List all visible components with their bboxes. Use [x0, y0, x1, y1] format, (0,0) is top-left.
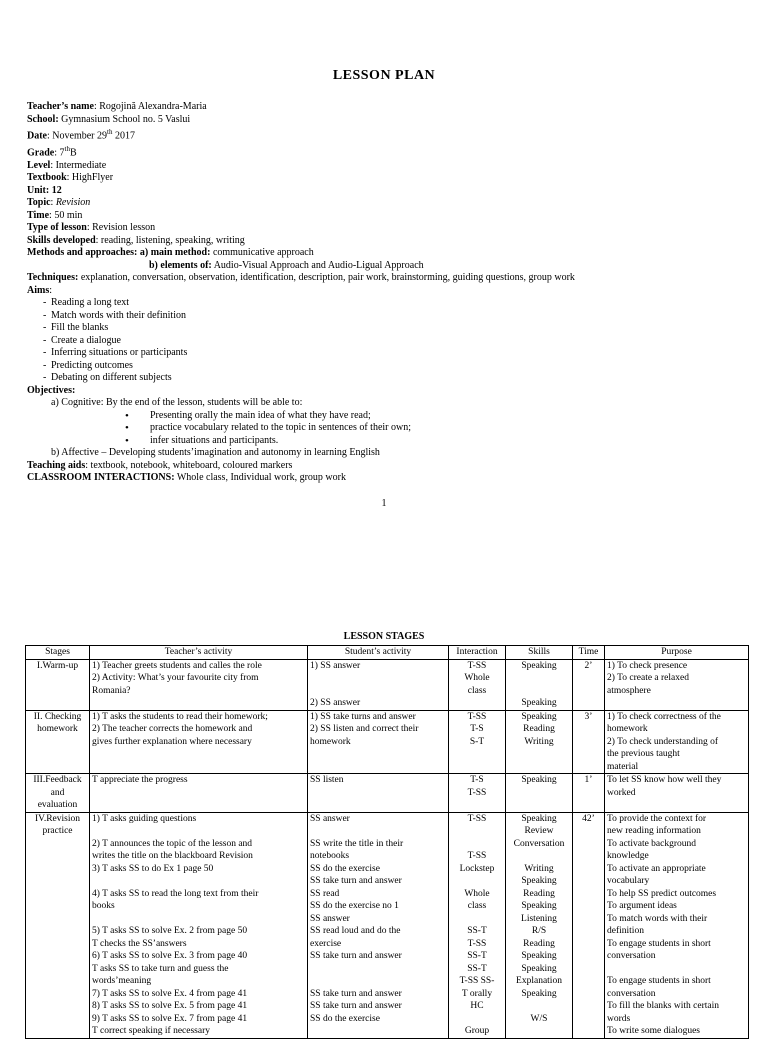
list-item: - Predicting outcomes	[27, 360, 747, 373]
header-student: Student’s activity	[308, 646, 449, 660]
cell-line: Speaking	[521, 988, 557, 999]
cell-line: III.Feedback	[33, 775, 82, 785]
purpose-cell	[605, 659, 749, 710]
cell-line: To engage students in short	[607, 938, 711, 949]
cell-line: vocabulary	[607, 876, 650, 886]
header-stages: Stages	[26, 646, 90, 660]
cell-line: 5) T asks SS to solve Ex. 2 from page 50	[92, 926, 248, 936]
cell-line: worked	[607, 787, 636, 798]
textbook-row: Textbook: HighFlyer	[27, 172, 114, 184]
cell-line: R/S	[531, 926, 547, 936]
cell-line: practice	[42, 826, 73, 836]
cell-line: conversation	[607, 951, 656, 961]
cell-line: To let SS know how well they	[607, 775, 722, 785]
cell-line: I.Warm-up	[36, 660, 79, 671]
cell-line: gives further explanation where necessary	[92, 736, 252, 747]
cell-line: 1) SS take turns and answer	[310, 711, 416, 722]
stage-cell	[26, 659, 90, 710]
cell-line	[451, 875, 503, 888]
header-skills: Skills	[506, 646, 573, 660]
affective-objective: b) Affective – Developing students’imagination and autonomy in learning English	[51, 447, 380, 459]
cell-line	[310, 672, 446, 685]
list-item: • Presenting orally the main idea of what they have read;	[27, 410, 747, 423]
student-activity-cell	[308, 659, 449, 710]
cell-line: T-S	[470, 724, 484, 734]
cell-line: and	[50, 787, 65, 798]
cell-line: new reading information	[607, 826, 701, 836]
header-time: Time	[573, 646, 605, 660]
cell-line: Conversation	[513, 838, 565, 849]
time-cell	[573, 812, 605, 1038]
cell-line: 1) SS answer	[310, 660, 361, 671]
cell-line: Lockstep	[459, 863, 495, 874]
table-row	[26, 812, 749, 1038]
lesson-stages-table	[25, 645, 749, 1039]
cell-line: Whole	[464, 888, 490, 899]
cell-line: words’meaning	[92, 976, 152, 986]
cell-line: To engage students in short	[607, 976, 711, 986]
cell-line: T-S	[470, 775, 484, 785]
cell-line: 9) T asks SS to solve Ex. 7 from page 41	[92, 1013, 248, 1024]
cell-line: T-SS SS-	[459, 976, 495, 986]
cell-line: T asks SS to take turn and guess the	[92, 963, 229, 974]
interaction-cell	[449, 710, 506, 774]
cognitive-bullets	[27, 410, 747, 448]
cell-line: 4) T asks SS to read the long text from their	[92, 888, 259, 899]
purpose-cell	[605, 710, 749, 774]
cell-line: SS listen	[310, 775, 344, 785]
list-item: • practice vocabulary related to the topic in sentences of their own;	[27, 422, 747, 435]
methods-row: Methods and approaches: a) main method: communicative approach	[27, 247, 314, 259]
stage-cell	[26, 710, 90, 774]
purpose-cell	[605, 774, 749, 813]
cell-line: SS answer	[310, 913, 350, 924]
list-item: • infer situations and participants.	[27, 435, 747, 448]
aids-row: Teaching aids: textbook, notebook, whiteboard, coloured markers	[27, 459, 293, 471]
cell-line: Speaking	[521, 876, 557, 886]
cognitive-objective: a) Cognitive: By the end of the lesson, students will be able to:	[51, 397, 303, 409]
table-row	[26, 659, 749, 710]
cell-line: exercise	[310, 938, 342, 949]
cell-line	[508, 850, 570, 863]
cell-line: conversation	[607, 988, 656, 999]
cell-line: W/S	[530, 1013, 548, 1024]
type-row: Type of lesson: Revision lesson	[27, 222, 156, 234]
time-cell	[573, 774, 605, 813]
teacher-activity-cell	[90, 774, 308, 813]
aims-list	[27, 297, 747, 385]
cell-line: 1) T asks guiding questions	[92, 813, 197, 824]
level-row: Level: Intermediate	[27, 159, 107, 171]
cell-line: 1) To check correctness of the	[607, 711, 721, 722]
cell-line: To match words with their	[607, 913, 708, 924]
cell-line: class	[467, 901, 487, 911]
objectives-row: Objectives:	[27, 384, 76, 396]
purpose-cell	[605, 812, 749, 1038]
cell-line: 3’	[584, 711, 593, 722]
student-activity-cell	[308, 710, 449, 774]
cell-line: words	[607, 1013, 631, 1024]
time-row: Time: 50 min	[27, 209, 83, 221]
teacher-activity-cell	[90, 710, 308, 774]
cell-line: To provide the context for	[607, 813, 707, 824]
cell-line	[451, 913, 503, 926]
time-cell	[573, 710, 605, 774]
cell-line: Listening	[521, 913, 557, 924]
cell-line: homework	[607, 724, 648, 734]
cell-line: SS take turn and answer	[310, 1001, 402, 1011]
cell-line: SS do the exercise	[310, 863, 380, 874]
cell-line: SS take turn and answer	[310, 951, 402, 961]
interaction-cell	[449, 774, 506, 813]
interaction-cell	[449, 659, 506, 710]
cell-line: T orally	[461, 988, 493, 999]
cell-line: Whole	[464, 673, 490, 683]
list-item: - Inferring situations or participants	[27, 347, 747, 360]
cell-line	[310, 825, 446, 838]
cell-line: 1’	[584, 775, 593, 785]
student-activity-cell	[308, 774, 449, 813]
list-item: - Match words with their definition	[27, 310, 747, 323]
page-number: 1	[381, 498, 387, 509]
cell-line	[508, 672, 570, 685]
cell-line: Speaking	[521, 963, 557, 974]
cell-line	[451, 838, 503, 851]
cell-line: SS do the exercise no 1	[310, 901, 399, 911]
unit-row: Unit: 12	[27, 184, 62, 196]
cell-line: Writing	[524, 736, 554, 747]
cell-line: 2) SS listen and correct their	[310, 724, 419, 734]
interaction-cell	[449, 812, 506, 1038]
cell-line: 2) To check understanding of	[607, 736, 719, 747]
cell-line: material	[607, 761, 639, 772]
cell-line: SS-T	[467, 951, 487, 961]
cell-line	[310, 963, 446, 976]
cell-line: T checks the SS’answers	[92, 938, 187, 949]
grade-row: Grade: 7thB	[27, 144, 77, 159]
cell-line	[451, 825, 503, 838]
cell-line: IV.Revision	[35, 813, 80, 824]
cell-line: To argument ideas	[607, 901, 677, 911]
cell-line: 1) To check presence	[607, 660, 688, 671]
list-item: - Reading a long text	[27, 297, 747, 310]
cell-line: SS take turn and answer	[310, 988, 402, 999]
cell-line: evaluation	[37, 800, 78, 810]
cell-line: T-SS	[467, 851, 487, 861]
cell-line: Explanation	[516, 976, 562, 986]
header-purpose: Purpose	[605, 646, 749, 660]
cell-line: 2) The teacher corrects the homework and	[92, 724, 253, 734]
cell-line: books	[92, 901, 115, 911]
cell-line: II. Checking	[33, 711, 82, 722]
cell-line: 1) T asks the students to read their homework;	[92, 711, 268, 722]
cell-line: Speaking	[521, 711, 557, 722]
table-header-row	[26, 646, 749, 660]
date-row: Date: November 29th 2017	[27, 128, 135, 142]
cell-line	[310, 975, 446, 988]
techniques-row: Techniques: explanation, conversation, observation, identification, description, pair work, brainstorming, guiding questions, group work	[27, 272, 575, 284]
cell-line: SS-T	[467, 926, 487, 936]
cell-line: 1) Teacher greets students and calles the role	[92, 660, 262, 671]
cell-line: To activate an appropriate	[607, 863, 706, 874]
teacher-row: Teacher’s name: Rogojină Alexandra-Maria	[27, 101, 207, 112]
cell-line: SS take turn and answer	[310, 876, 402, 886]
cell-line: 2’	[584, 660, 593, 671]
table-row	[26, 774, 749, 813]
cell-line: Group	[464, 1026, 490, 1036]
table-row	[26, 710, 749, 774]
cell-line: SS do the exercise	[310, 1013, 380, 1024]
teacher-activity-cell	[90, 812, 308, 1038]
cell-line: 42’	[582, 813, 595, 824]
cell-line: Reading	[523, 724, 555, 734]
cell-line: 3) T asks SS to do Ex 1 page 50	[92, 863, 214, 874]
cell-line	[508, 1000, 570, 1013]
cell-line: the previous taught	[607, 749, 680, 759]
page-title: LESSON PLAN	[332, 68, 436, 83]
cell-line: Writing	[524, 863, 554, 874]
cell-line: To activate background	[607, 838, 697, 849]
header-interaction: Interaction	[449, 646, 506, 660]
cell-line: Speaking	[521, 813, 557, 824]
cell-line: HC	[470, 1001, 484, 1011]
cell-line	[92, 913, 305, 926]
time-cell	[573, 659, 605, 710]
cell-line: SS read	[310, 888, 340, 899]
cell-line: SS read loud and do the	[310, 926, 401, 936]
cell-line: To fill the blanks with certain	[607, 1001, 719, 1011]
skills-cell	[506, 774, 573, 813]
cell-line: atmosphere	[607, 685, 651, 696]
topic-row: Topic: Revision	[27, 197, 91, 209]
cell-line: T-SS	[467, 660, 487, 671]
skills-cell	[506, 812, 573, 1038]
cell-line	[310, 685, 446, 698]
cell-line: S-T	[469, 736, 485, 747]
cell-line: SS write the title in their	[310, 838, 404, 849]
aims-row: Aims:	[27, 284, 53, 296]
cell-line: Speaking	[521, 698, 557, 708]
skills-cell	[506, 659, 573, 710]
cell-line: 2) To create a relaxed	[607, 673, 689, 683]
cell-line: T-SS	[467, 787, 487, 798]
cell-line: Reading	[523, 938, 555, 949]
stage-cell	[26, 812, 90, 1038]
cell-line: 6) T asks SS to solve Ex. 3 from page 40	[92, 951, 248, 961]
student-activity-cell	[308, 812, 449, 1038]
cell-line: knowledge	[607, 851, 649, 861]
cell-line: To write some dialogues	[607, 1026, 700, 1036]
cell-line: T correct speaking if necessary	[92, 1026, 210, 1036]
header-teacher: Teacher’s activity	[90, 646, 308, 660]
elements-row: b) elements of: Audio-Visual Approach and Audio-Ligual Approach	[149, 259, 424, 271]
cell-line: 2) Activity: What’s your favourite city from	[92, 673, 259, 683]
cell-line: 7) T asks SS to solve Ex. 4 from page 41	[92, 988, 248, 999]
cell-line	[607, 963, 746, 976]
cell-line: writes the title on the blackboard Revision	[92, 851, 253, 861]
cell-line: Reading	[523, 888, 555, 899]
cell-line: class	[467, 685, 487, 696]
stage-cell	[26, 774, 90, 813]
cell-line: definition	[607, 926, 644, 936]
cell-line: SS-T	[467, 963, 487, 974]
skills-cell	[506, 710, 573, 774]
cell-line: Romania?	[92, 685, 131, 696]
stages-title: LESSON STAGES	[343, 631, 425, 642]
cell-line: T-SS	[467, 711, 487, 722]
skills-row: Skills developed: reading, listening, speaking, writing	[27, 234, 245, 246]
cell-line	[451, 1013, 503, 1026]
list-item: - Debating on different subjects	[27, 372, 747, 385]
cell-line: T-SS	[467, 938, 487, 949]
list-item: - Fill the blanks	[27, 322, 747, 335]
cell-line: homework	[37, 724, 78, 734]
cell-line	[508, 685, 570, 698]
cell-line: Speaking	[521, 660, 557, 671]
cell-line: Speaking	[521, 951, 557, 961]
cell-line: 8) T asks SS to solve Ex. 5 from page 41	[92, 1001, 248, 1011]
cell-line: homework	[310, 736, 351, 747]
lesson-info	[27, 101, 747, 485]
school-row: School: Gymnasium School no. 5 Vaslui	[27, 113, 191, 125]
cell-line: Speaking	[521, 901, 557, 911]
cell-line: T-SS	[467, 813, 487, 824]
cell-line: 2) T announces the topic of the lesson and	[92, 838, 253, 849]
cell-line: 2) SS answer	[310, 698, 361, 708]
cell-line: notebooks	[310, 851, 350, 861]
cell-line	[92, 875, 305, 888]
teacher-activity-cell	[90, 659, 308, 710]
list-item: - Create a dialogue	[27, 335, 747, 348]
interactions-row: CLASSROOM INTERACTIONS: Whole class, Individual work, group work	[27, 472, 346, 484]
cell-line: T appreciate the progress	[92, 775, 188, 785]
cell-line: SS answer	[310, 813, 350, 824]
cell-line: To help SS predict outcomes	[607, 888, 717, 899]
cell-line	[92, 825, 305, 838]
cell-line: Review	[524, 826, 554, 836]
cell-line: Speaking	[521, 775, 557, 785]
